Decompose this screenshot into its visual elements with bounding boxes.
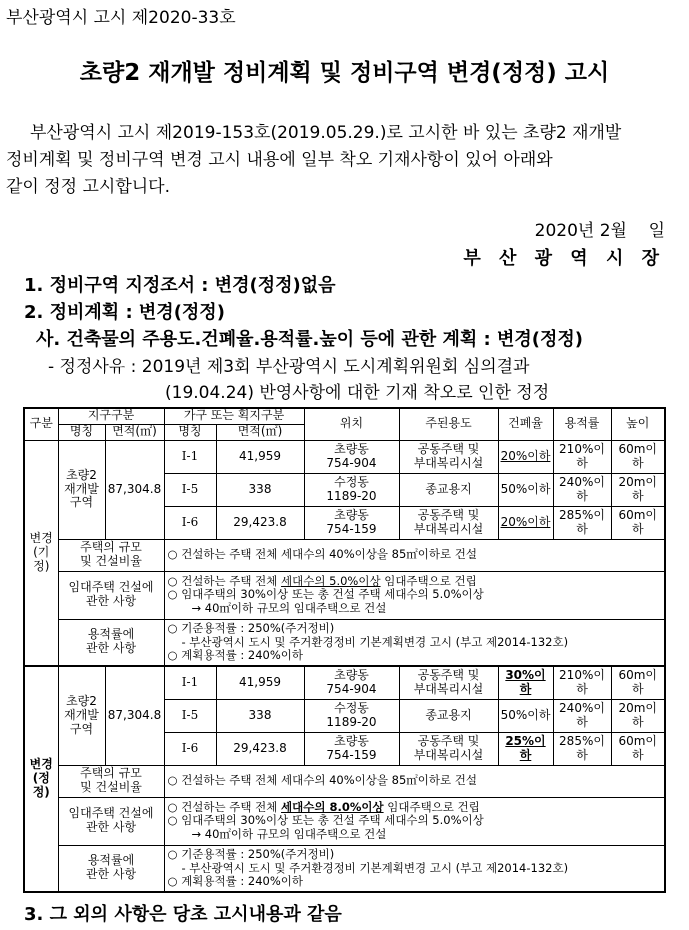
page-title: 초량2 재개발 정비계획 및 정비구역 변경(정정) 고시	[79, 60, 610, 86]
far-label-after	[58, 845, 164, 892]
body-line-2: 정비계획 및 정비구역 변경 고시 내용에 일부 착오 기재사항이 있어 아래와	[6, 150, 553, 170]
housing-label-line: 주택의 규모	[80, 540, 142, 555]
height-cell: 60m이하	[611, 732, 665, 765]
location-dong: 수정동	[334, 474, 369, 489]
body-line-1: 부산광역시 고시 제2019-153호(2019.05.29.)로 고시한 바 있는 초량2 재개발	[30, 123, 622, 143]
main-use-cell	[399, 506, 498, 539]
rental-line-b: ○ 임대주택의 30%이상 또는 총 건설 주택 세대수의 5.0%이상	[167, 813, 484, 828]
main-use-line: 공동주택 및	[417, 667, 480, 682]
coverage-cell: 20%이하	[498, 506, 553, 539]
main-use-cell	[399, 666, 498, 699]
location-lot: 1189-20	[326, 488, 377, 503]
coverage-cell: 20%이하	[498, 440, 553, 473]
far-line-b: - 부산광역시 도시 및 주거환경정비 기본계획변경 고시 (부고 제2014-132호)	[181, 634, 569, 649]
section-3: 3. 그 외의 사항은 당초 고시내용과 같음	[24, 904, 342, 925]
location-lot: 1189-20	[326, 714, 377, 729]
far-line-c: ○ 계획용적률 : 240%이하	[167, 873, 304, 888]
before-label-1: 변경	[29, 531, 53, 546]
header-zone-group: 지구구분	[58, 408, 164, 424]
far-label-line: 관한 사항	[85, 867, 137, 882]
zone-area-before: 87,304.8	[105, 440, 164, 539]
far-label-line: 관한 사항	[85, 641, 137, 656]
housing-label-before	[58, 539, 164, 571]
zone-name-line: 초량2	[66, 694, 97, 709]
main-use-cell	[399, 732, 498, 765]
location-cell	[304, 666, 399, 699]
rental-label-line: 관한 사항	[85, 594, 137, 608]
far-text-after	[164, 845, 665, 892]
rental-line-a-post: 임대주택으로 건립	[383, 800, 480, 815]
height-cell: 60m이하	[611, 506, 665, 539]
header-zone-name: 명칭	[58, 424, 105, 440]
main-use-line: 부대복리시설	[413, 521, 484, 536]
header-block-name: 명칭	[164, 424, 216, 440]
far-cell: 210%이하	[553, 666, 611, 699]
height-cell: 20m이하	[611, 473, 665, 506]
housing-label-after	[58, 765, 164, 797]
main-use-line: 부대복리시설	[413, 747, 484, 762]
date-line: 2020년 2월 일	[534, 221, 665, 241]
location-lot: 754-904	[326, 455, 377, 470]
section-label-after	[24, 666, 58, 892]
header-location: 위치	[304, 408, 399, 440]
coverage-cell: 50%이하	[498, 473, 553, 506]
block-name: I-5	[164, 699, 216, 732]
block-name: I-5	[164, 473, 216, 506]
sub-heading: 사. 건축물의 주용도.건폐율.용적률.높이 등에 관한 계획 : 변경(정정)	[36, 329, 583, 350]
location-cell	[304, 732, 399, 765]
rental-line-a-pre: ○ 건설하는 주택 전체	[167, 574, 282, 589]
location-cell	[304, 699, 399, 732]
block-area: 338	[216, 473, 304, 506]
header-height: 높이	[611, 408, 665, 440]
header-block-area: 면적(㎡)	[216, 424, 304, 440]
block-name: I-6	[164, 506, 216, 539]
issuer: 부 산 광 역 시 장	[463, 248, 665, 269]
housing-label-line: 및 건설비율	[80, 554, 142, 568]
block-area: 41,959	[216, 666, 304, 699]
main-use-line: 부대복리시설	[413, 455, 484, 470]
location-lot: 754-904	[326, 681, 377, 696]
zone-name-before	[58, 440, 105, 539]
section-1: 1. 정비구역 지정조서 : 변경(정정)없음	[24, 275, 336, 296]
height-cell: 60m이하	[611, 666, 665, 699]
far-label-before	[58, 619, 164, 666]
body-line-3: 같이 정정 고시합니다.	[6, 177, 171, 197]
zone-name-line: 구역	[69, 721, 94, 736]
header-coverage: 건폐율	[498, 408, 553, 440]
main-use-line: 공동주택 및	[417, 441, 480, 456]
zone-name-after	[58, 666, 105, 765]
location-cell	[304, 473, 399, 506]
location-lot: 754-159	[326, 521, 377, 536]
rental-line-c: → 40㎡이하 규모의 임대주택으로 건설	[191, 826, 387, 841]
rental-highlight: 세대수의 5.0%이상	[281, 574, 381, 589]
coverage-cell: 30%이하	[498, 666, 553, 699]
zone-name-line: 재개발	[64, 707, 99, 722]
main-use-cell: 종교용지	[399, 473, 498, 506]
location-cell	[304, 440, 399, 473]
block-area: 29,423.8	[216, 732, 304, 765]
main-use-cell: 종교용지	[399, 699, 498, 732]
far-text-before	[164, 619, 665, 666]
zone-name-line: 재개발	[64, 481, 99, 496]
rental-line-a-post: 임대주택으로 건립	[380, 574, 477, 589]
rental-text-before	[164, 571, 665, 619]
rental-text-after	[164, 797, 665, 845]
far-cell: 285%이하	[553, 732, 611, 765]
far-line-a: ○ 기준용적률 : 250%(주거정비)	[167, 847, 335, 862]
location-dong: 초량동	[334, 507, 369, 522]
far-line-b: - 부산광역시 도시 및 주거환경정비 기본계획변경 고시 (부고 제2014-132호)	[181, 860, 569, 875]
rental-label-before	[58, 571, 164, 619]
housing-text-after: ○ 건설하는 주택 전체 세대수의 40%이상을 85㎡이하로 건설	[164, 765, 665, 797]
housing-label-line: 및 건설비율	[80, 780, 142, 794]
zone-area-after: 87,304.8	[105, 666, 164, 765]
far-cell: 210%이하	[553, 440, 611, 473]
after-label-2: (정정)	[32, 771, 50, 799]
main-use-line: 부대복리시설	[413, 681, 484, 696]
housing-label-line: 주택의 규모	[80, 766, 142, 781]
header-far: 용적률	[553, 408, 611, 440]
rental-line-c: → 40㎡이하 규모의 임대주택으로 건설	[191, 600, 387, 615]
block-area: 29,423.8	[216, 506, 304, 539]
rental-line-a-pre: ○ 건설하는 주택 전체	[167, 800, 282, 815]
rental-label-line: 관한 사항	[85, 820, 137, 834]
height-cell: 60m이하	[611, 440, 665, 473]
after-label-1: 변경	[29, 757, 53, 772]
header-gubun: 구분	[24, 408, 58, 440]
zone-name-line: 구역	[69, 495, 94, 510]
section-label-before	[24, 440, 58, 666]
rental-label-line: 임대주택 건설에	[68, 806, 154, 821]
main-use-cell	[399, 440, 498, 473]
block-name: I-1	[164, 440, 216, 473]
location-dong: 수정동	[334, 700, 369, 715]
location-cell	[304, 506, 399, 539]
far-cell: 240%이하	[553, 473, 611, 506]
far-line-c: ○ 계획용적률 : 240%이하	[167, 647, 304, 662]
location-lot: 754-159	[326, 747, 377, 762]
far-cell: 285%이하	[553, 506, 611, 539]
rental-line-b: ○ 임대주택의 30%이상 또는 총 건설 주택 세대수의 5.0%이상	[167, 587, 484, 602]
notice-number: 부산광역시 고시 제2020-33호	[6, 8, 236, 28]
location-dong: 초량동	[334, 733, 369, 748]
location-dong: 초량동	[334, 667, 369, 682]
far-cell: 240%이하	[553, 699, 611, 732]
rental-highlight: 세대수의 8.0%이상	[281, 800, 384, 815]
far-line-a: ○ 기준용적률 : 250%(주거정비)	[167, 621, 335, 636]
height-cell: 20m이하	[611, 699, 665, 732]
main-use-line: 공동주택 및	[417, 733, 480, 748]
block-area: 338	[216, 699, 304, 732]
reason-line-1: - 정정사유 : 2019년 제3회 부산광역시 도시계획위원회 심의결과	[48, 357, 530, 377]
housing-text-before: ○ 건설하는 주택 전체 세대수의 40%이상을 85㎡이하로 건설	[164, 539, 665, 571]
header-block-group: 가구 또는 획지구분	[164, 408, 304, 424]
block-area: 41,959	[216, 440, 304, 473]
section-2: 2. 정비계획 : 변경(정정)	[24, 302, 225, 323]
block-name: I-6	[164, 732, 216, 765]
main-use-line: 공동주택 및	[417, 507, 480, 522]
coverage-cell: 50%이하	[498, 699, 553, 732]
coverage-cell: 25%이하	[498, 732, 553, 765]
far-label-line: 용적률에	[87, 627, 135, 642]
block-name: I-1	[164, 666, 216, 699]
location-dong: 초량동	[334, 441, 369, 456]
header-main-use: 주된용도	[399, 408, 498, 440]
before-label-2: (기정)	[33, 544, 50, 573]
zone-name-line: 초량2	[66, 467, 97, 482]
header-zone-area: 면적(㎡)	[105, 424, 164, 440]
reason-line-2: (19.04.24) 반영사항에 대한 기재 착오로 인한 정정	[165, 383, 550, 403]
rental-label-after	[58, 797, 164, 845]
far-label-line: 용적률에	[87, 853, 135, 868]
rental-label-line: 임대주택 건설에	[68, 580, 154, 595]
plan-table	[23, 407, 666, 893]
